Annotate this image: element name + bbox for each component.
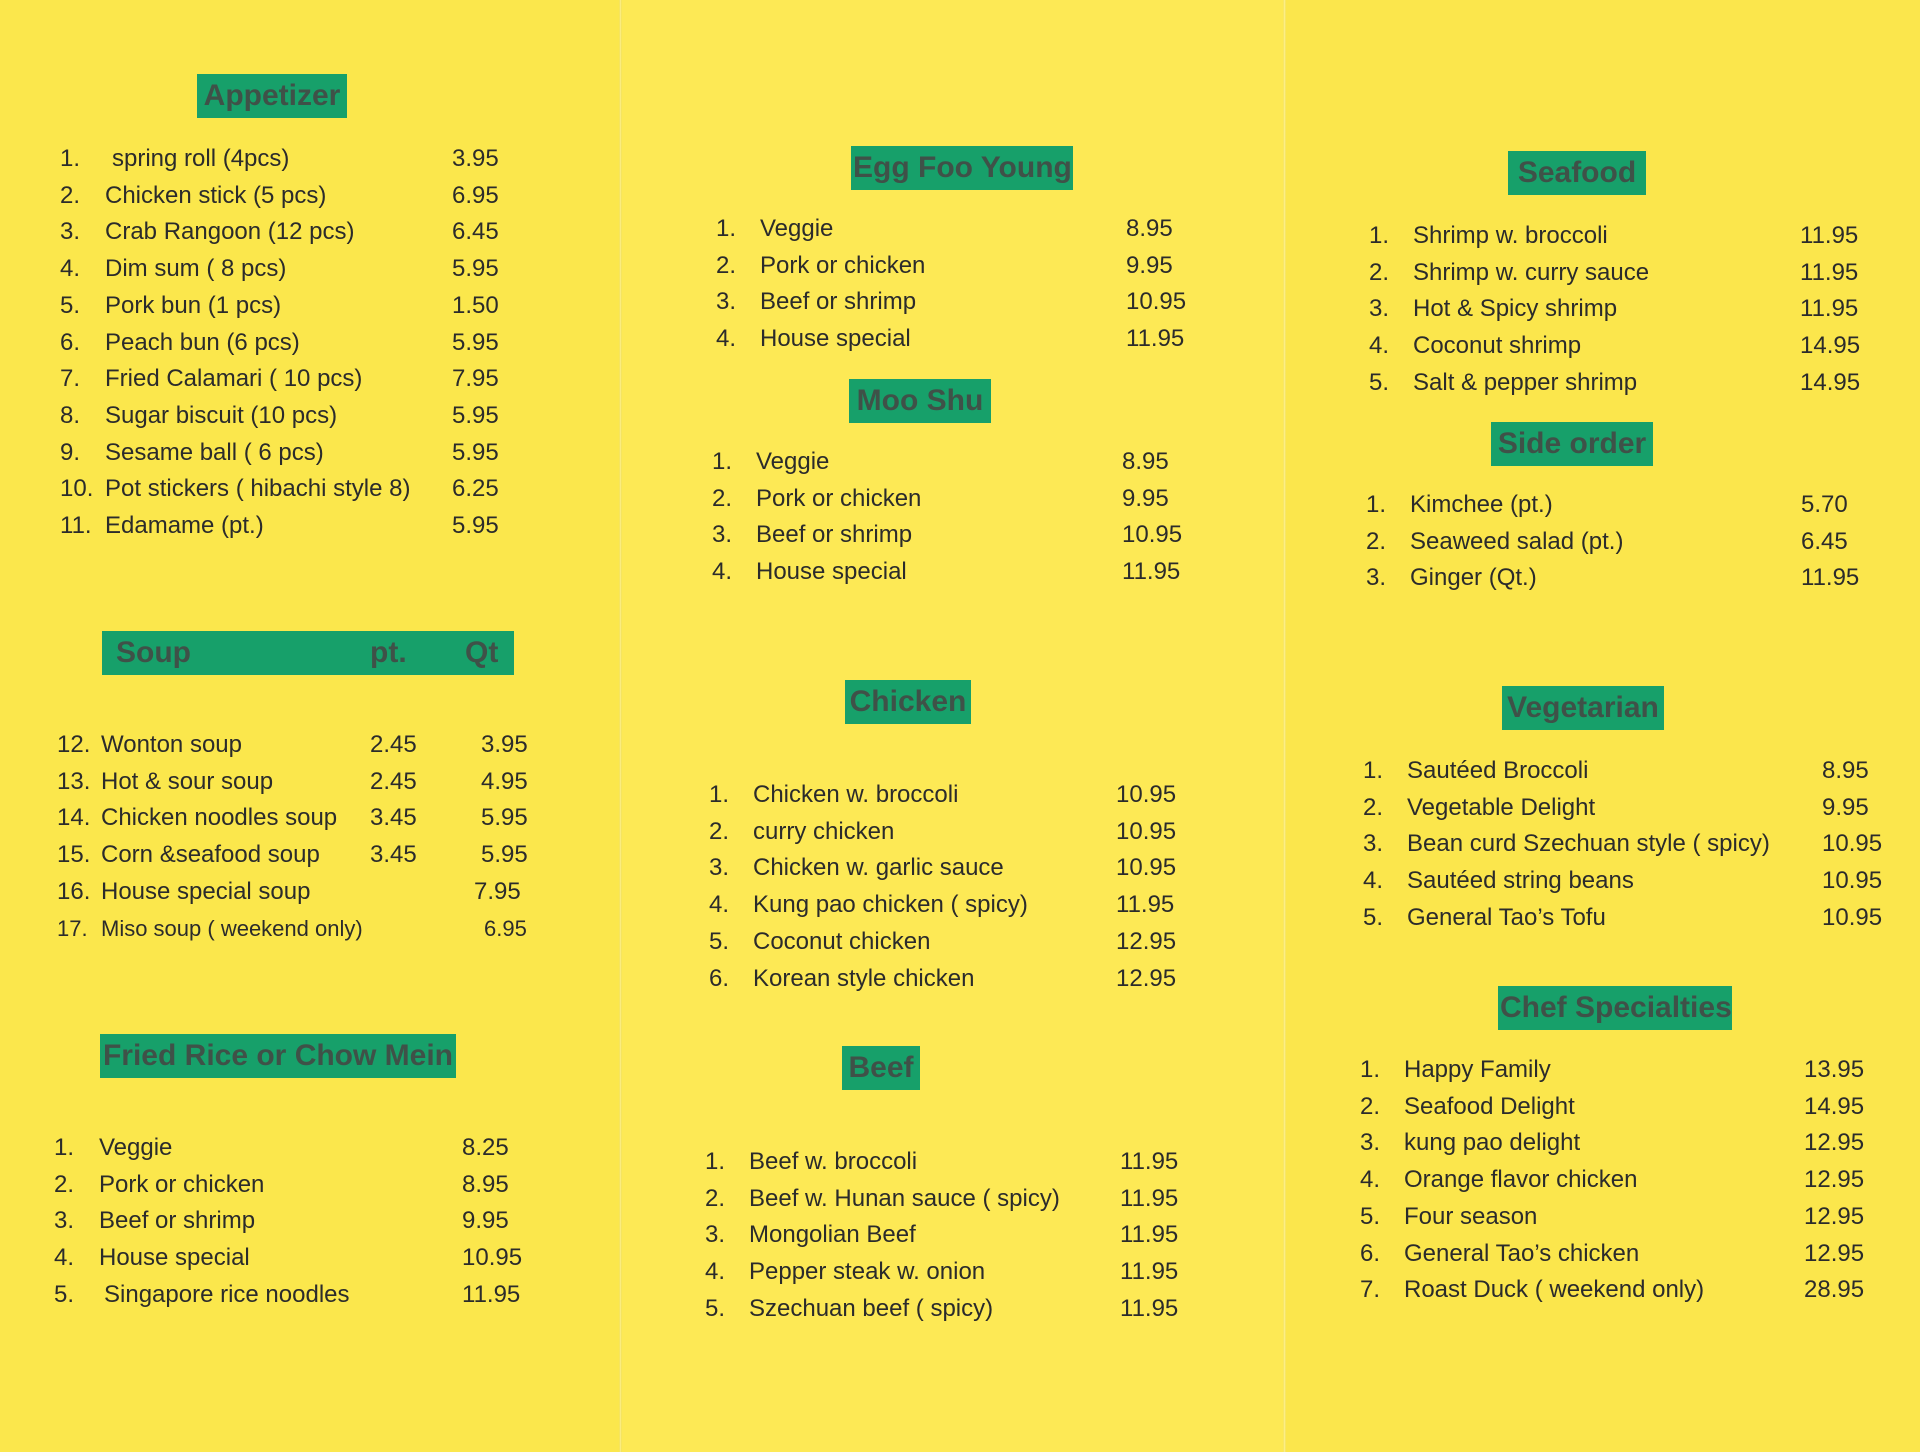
menu-item (709, 814, 1196, 850)
item-name: Kung pao chicken ( spicy) (753, 891, 1028, 918)
item-price-quart: 6.95 (484, 916, 527, 941)
soup-heading-label: Soup (116, 636, 191, 669)
item-name: House special soup (101, 878, 311, 905)
item-price: 14.95 (1804, 1093, 1865, 1120)
item-name: Coconut shrimp (1413, 332, 1582, 359)
item-number: 4. (712, 558, 733, 585)
item-number: 5. (1369, 369, 1390, 396)
item-price: 11.95 (1800, 222, 1859, 249)
item-number: 5. (60, 292, 81, 319)
item-price: 11.95 (1801, 564, 1860, 591)
item-name: Pork or chicken (760, 252, 926, 279)
menu-item (57, 837, 537, 873)
item-number: 1. (1363, 757, 1384, 784)
item-name: Beef or shrimp (99, 1207, 256, 1234)
menu-item (54, 1240, 542, 1276)
item-number: 5. (1360, 1203, 1381, 1230)
menu-item (1363, 790, 1902, 826)
item-number: 1. (712, 448, 733, 475)
item-name: House special (99, 1244, 250, 1271)
item-price: 8.95 (1122, 448, 1169, 475)
menu-item (1366, 487, 1881, 523)
menu-item (1369, 218, 1880, 254)
item-number: 2. (709, 818, 730, 845)
item-number: 5. (1363, 904, 1384, 931)
item-name: Coconut chicken (753, 928, 931, 955)
item-name: Orange flavor chicken (1404, 1166, 1638, 1193)
menu-item (716, 211, 1206, 247)
item-name: Veggie (756, 448, 830, 475)
section-heading-chef-specialties: Chef Specialties (1498, 986, 1732, 1030)
item-price: 12.95 (1804, 1129, 1865, 1156)
item-price: 1.50 (452, 292, 499, 319)
item-name: Happy Family (1404, 1056, 1551, 1083)
item-number: 5. (54, 1281, 75, 1308)
item-price: 9.95 (1122, 485, 1169, 512)
item-price: 8.25 (462, 1134, 509, 1161)
item-name: House special (756, 558, 907, 585)
item-price: 13.95 (1804, 1056, 1865, 1083)
item-number: 3. (716, 288, 737, 315)
item-number: 12. (57, 731, 91, 758)
item-price-pint: 3.45 (370, 841, 417, 868)
item-name: Beef or shrimp (756, 521, 913, 548)
section-heading-moo-shu: Moo Shu (849, 379, 991, 423)
item-price: 5.95 (452, 512, 499, 539)
item-name: Salt & pepper shrimp (1413, 369, 1638, 396)
item-number: 3. (1363, 830, 1384, 857)
item-name: curry chicken (753, 818, 895, 845)
item-price: 5.95 (452, 439, 499, 466)
item-price: 11.95 (1800, 259, 1859, 286)
menu-item (1360, 1125, 1884, 1161)
item-name: Beef w. Hunan sauce ( spicy) (749, 1185, 1060, 1212)
item-name: Shrimp w. curry sauce (1413, 259, 1650, 286)
item-number: 2. (716, 252, 737, 279)
item-name: Crab Rangoon (12 pcs) (105, 218, 355, 245)
item-name: Hot & sour soup (101, 768, 274, 795)
menu-item (709, 887, 1196, 923)
menu-item (1363, 900, 1902, 936)
menu-item (712, 444, 1202, 480)
item-name: Chicken w. garlic sauce (753, 854, 1004, 881)
menu-item (60, 325, 532, 361)
item-price: 9.95 (462, 1207, 509, 1234)
item-number: 5. (709, 928, 730, 955)
item-number: 1. (709, 781, 730, 808)
item-price: 10.95 (1116, 781, 1177, 808)
fold-line (1283, 0, 1286, 1452)
menu-item (57, 874, 537, 910)
soup-pint-column-label: pt. (370, 636, 407, 669)
item-name: Vegetable Delight (1407, 794, 1596, 821)
item-name: General Tao’s chicken (1404, 1240, 1640, 1267)
item-name: Peach bun (6 pcs) (105, 329, 300, 356)
menu-item (54, 1277, 542, 1313)
item-price: 3.95 (452, 145, 499, 172)
item-price: 11.95 (1122, 558, 1181, 585)
item-number: 1. (705, 1148, 726, 1175)
menu-item (705, 1181, 1200, 1217)
item-price: 8.95 (1126, 215, 1173, 242)
item-number: 1. (716, 215, 737, 242)
item-name: Corn &seafood soup (101, 841, 320, 868)
item-number: 4. (709, 891, 730, 918)
item-number: 4. (1369, 332, 1390, 359)
item-price: 5.95 (452, 329, 499, 356)
item-name: Four season (1404, 1203, 1538, 1230)
item-number: 2. (1369, 259, 1390, 286)
menu-item (705, 1144, 1200, 1180)
menu-item (709, 777, 1196, 813)
item-name: Dim sum ( 8 pcs) (105, 255, 287, 282)
item-price-pint: 2.45 (370, 768, 417, 795)
item-number: 3. (705, 1221, 726, 1248)
menu-item (60, 508, 532, 544)
menu-item (1360, 1162, 1884, 1198)
item-name: Sesame ball ( 6 pcs) (105, 439, 324, 466)
item-price: 12.95 (1116, 928, 1177, 955)
item-number: 8. (60, 402, 81, 429)
item-price: 12.95 (1804, 1240, 1865, 1267)
item-price: 11.95 (1120, 1221, 1179, 1248)
soup-quart-column-label: Qt (465, 636, 499, 669)
item-price: 11.95 (1120, 1185, 1179, 1212)
item-number: 4. (1360, 1166, 1381, 1193)
item-number: 11. (60, 512, 92, 539)
item-name: Beef w. broccoli (749, 1148, 918, 1175)
item-price: 11.95 (1116, 891, 1175, 918)
section-heading-side-order: Side order (1491, 422, 1653, 466)
item-price-quart: 5.95 (481, 841, 528, 868)
item-name: Shrimp w. broccoli (1413, 222, 1608, 249)
item-number: 6. (1360, 1240, 1381, 1267)
item-price: 11.95 (462, 1281, 521, 1308)
menu-item (1369, 291, 1880, 327)
menu-item (716, 321, 1206, 357)
item-number: 2. (1360, 1093, 1381, 1120)
item-number: 3. (1366, 564, 1387, 591)
item-number: 10. (60, 475, 94, 502)
menu-item (60, 141, 532, 177)
item-name: Miso soup ( weekend only) (101, 916, 363, 941)
item-name: Sautéed Broccoli (1407, 757, 1589, 784)
item-price: 11.95 (1120, 1295, 1179, 1322)
item-number: 7. (1360, 1276, 1381, 1303)
item-number: 6. (60, 329, 81, 356)
item-name: Sugar biscuit (10 pcs) (105, 402, 338, 429)
section-heading-beef: Beef (842, 1046, 920, 1090)
menu-item (54, 1203, 542, 1239)
menu-item (60, 435, 532, 471)
item-name: Szechuan beef ( spicy) (749, 1295, 994, 1322)
menu-item (1366, 524, 1881, 560)
item-name: Veggie (760, 215, 834, 242)
item-number: 3. (54, 1207, 75, 1234)
item-price: 6.45 (1801, 528, 1848, 555)
menu-item (1369, 255, 1880, 291)
menu-item (54, 1130, 542, 1166)
menu-item (60, 251, 532, 287)
item-name: Wonton soup (101, 731, 242, 758)
item-name: Beef or shrimp (760, 288, 917, 315)
section-heading-appetizer: Appetizer (197, 74, 347, 118)
item-number: 1. (54, 1134, 75, 1161)
item-number: 4. (716, 325, 737, 352)
item-name: Pork bun (1 pcs) (105, 292, 282, 319)
menu-item (57, 764, 537, 800)
item-number: 1. (1369, 222, 1390, 249)
item-price: 8.95 (462, 1171, 509, 1198)
item-name: kung pao delight (1404, 1129, 1581, 1156)
menu-item (60, 361, 532, 397)
menu-item (1360, 1089, 1884, 1125)
section-heading-chicken: Chicken (845, 680, 971, 724)
item-name: Edamame (pt.) (105, 512, 264, 539)
item-price: 10.95 (462, 1244, 523, 1271)
menu-item (716, 284, 1206, 320)
menu-item (1360, 1052, 1884, 1088)
item-name: Pork or chicken (99, 1171, 265, 1198)
menu-item (1360, 1199, 1884, 1235)
menu-item (60, 471, 532, 507)
item-price: 6.45 (452, 218, 499, 245)
item-number: 2. (705, 1185, 726, 1212)
item-name: Fried Calamari ( 10 pcs) (105, 365, 363, 392)
menu-item (705, 1291, 1200, 1327)
menu-item (705, 1217, 1200, 1253)
item-price-pint: 2.45 (370, 731, 417, 758)
item-price: 5.70 (1801, 491, 1848, 518)
menu-item (709, 961, 1196, 997)
menu-item (1363, 826, 1902, 862)
item-price: 9.95 (1822, 794, 1869, 821)
item-name: Korean style chicken (753, 965, 975, 992)
menu-item (1363, 863, 1902, 899)
item-price: 6.95 (452, 182, 499, 209)
item-name: General Tao’s Tofu (1407, 904, 1606, 931)
section-heading-fried-rice: Fried Rice or Chow Mein (100, 1034, 456, 1078)
menu-item (712, 554, 1202, 590)
menu-item (1363, 753, 1902, 789)
item-number: 5. (705, 1295, 726, 1322)
item-number: 7. (60, 365, 81, 392)
section-heading-vegetarian: Vegetarian (1502, 686, 1664, 730)
item-name: Singapore rice noodles (104, 1281, 350, 1308)
item-number: 16. (57, 878, 91, 905)
item-name: Chicken noodles soup (101, 804, 338, 831)
menu-item (1369, 365, 1880, 401)
item-price: 12.95 (1116, 965, 1177, 992)
item-price: 10.95 (1116, 854, 1177, 881)
item-number: 2. (54, 1171, 75, 1198)
item-price: 6.25 (452, 475, 499, 502)
item-name: Pepper steak w. onion (749, 1258, 986, 1285)
item-name: House special (760, 325, 911, 352)
item-price: 5.95 (452, 402, 499, 429)
menu-item (709, 850, 1196, 886)
section-heading-soup (102, 631, 514, 675)
item-number: 6. (709, 965, 730, 992)
menu-item (54, 1167, 542, 1203)
section-heading-egg-foo-young: Egg Foo Young (851, 146, 1073, 190)
item-price: 14.95 (1800, 332, 1861, 359)
menu-item (1360, 1272, 1884, 1308)
menu-item (712, 517, 1202, 553)
menu-item (57, 800, 537, 836)
item-name: Chicken stick (5 pcs) (105, 182, 327, 209)
item-price-quart: 7.95 (474, 878, 521, 905)
menu-item (60, 288, 532, 324)
menu-item (1369, 328, 1880, 364)
item-number: 17. (57, 916, 88, 941)
item-number: 1. (1360, 1056, 1381, 1083)
item-name: Seaweed salad (pt.) (1410, 528, 1624, 555)
item-number: 14. (57, 804, 91, 831)
menu-item (57, 911, 537, 947)
item-price-quart: 4.95 (481, 768, 528, 795)
item-price: 8.95 (1822, 757, 1869, 784)
item-name: Bean curd Szechuan style ( spicy) (1407, 830, 1770, 857)
item-name: Mongolian Beef (749, 1221, 916, 1248)
item-price-quart: 3.95 (481, 731, 528, 758)
item-number: 2. (712, 485, 733, 512)
item-name: Sautéed string beans (1407, 867, 1634, 894)
menu-item (1360, 1236, 1884, 1272)
item-number: 3. (1369, 295, 1390, 322)
item-number: 2. (1366, 528, 1387, 555)
item-number: 4. (54, 1244, 75, 1271)
item-number: 4. (60, 255, 81, 282)
item-price: 10.95 (1822, 904, 1883, 931)
item-name: Veggie (99, 1134, 173, 1161)
item-number: 1. (1366, 491, 1387, 518)
item-name: Pork or chicken (756, 485, 922, 512)
menu-item (709, 924, 1196, 960)
item-price: 12.95 (1804, 1166, 1865, 1193)
item-number: 4. (1363, 867, 1384, 894)
menu-item (716, 248, 1206, 284)
item-name: Seafood Delight (1404, 1093, 1575, 1120)
menu-item (60, 398, 532, 434)
menu-item (57, 727, 537, 763)
item-price: 10.95 (1822, 867, 1883, 894)
item-number: 4. (705, 1258, 726, 1285)
item-number: 3. (709, 854, 730, 881)
item-name: Chicken w. broccoli (753, 781, 959, 808)
item-price-pint: 3.45 (370, 804, 417, 831)
menu-item (60, 214, 532, 250)
item-number: 3. (1360, 1129, 1381, 1156)
item-number: 2. (1363, 794, 1384, 821)
menu-item (705, 1254, 1200, 1290)
item-price: 11.95 (1120, 1148, 1179, 1175)
item-price: 11.95 (1800, 295, 1859, 322)
item-price: 5.95 (452, 255, 499, 282)
menu-item (60, 178, 532, 214)
item-name: Pot stickers ( hibachi style 8) (105, 475, 411, 502)
item-name: Hot & Spicy shrimp (1413, 295, 1618, 322)
item-price: 11.95 (1120, 1258, 1179, 1285)
item-number: 13. (57, 768, 91, 795)
item-number: 3. (712, 521, 733, 548)
item-price: 9.95 (1126, 252, 1173, 279)
menu-item (712, 481, 1202, 517)
item-price: 28.95 (1804, 1276, 1865, 1303)
item-number: 2. (60, 182, 81, 209)
item-price: 10.95 (1126, 288, 1187, 315)
fold-line (619, 0, 622, 1452)
item-number: 3. (60, 218, 81, 245)
item-name: Ginger (Qt.) (1410, 564, 1537, 591)
item-price: 10.95 (1116, 818, 1177, 845)
section-heading-seafood: Seafood (1508, 151, 1646, 195)
item-price: 14.95 (1800, 369, 1861, 396)
item-price: 10.95 (1122, 521, 1183, 548)
item-price: 12.95 (1804, 1203, 1865, 1230)
menu-item (1366, 560, 1881, 596)
item-name: spring roll (4pcs) (112, 145, 290, 172)
item-price: 10.95 (1822, 830, 1883, 857)
item-name: Kimchee (pt.) (1410, 491, 1553, 518)
item-price-quart: 5.95 (481, 804, 528, 831)
item-price: 11.95 (1126, 325, 1185, 352)
item-number: 15. (57, 841, 91, 868)
item-number: 1. (60, 145, 81, 172)
item-name: Roast Duck ( weekend only) (1404, 1276, 1705, 1303)
item-price: 7.95 (452, 365, 499, 392)
item-number: 9. (60, 439, 81, 466)
